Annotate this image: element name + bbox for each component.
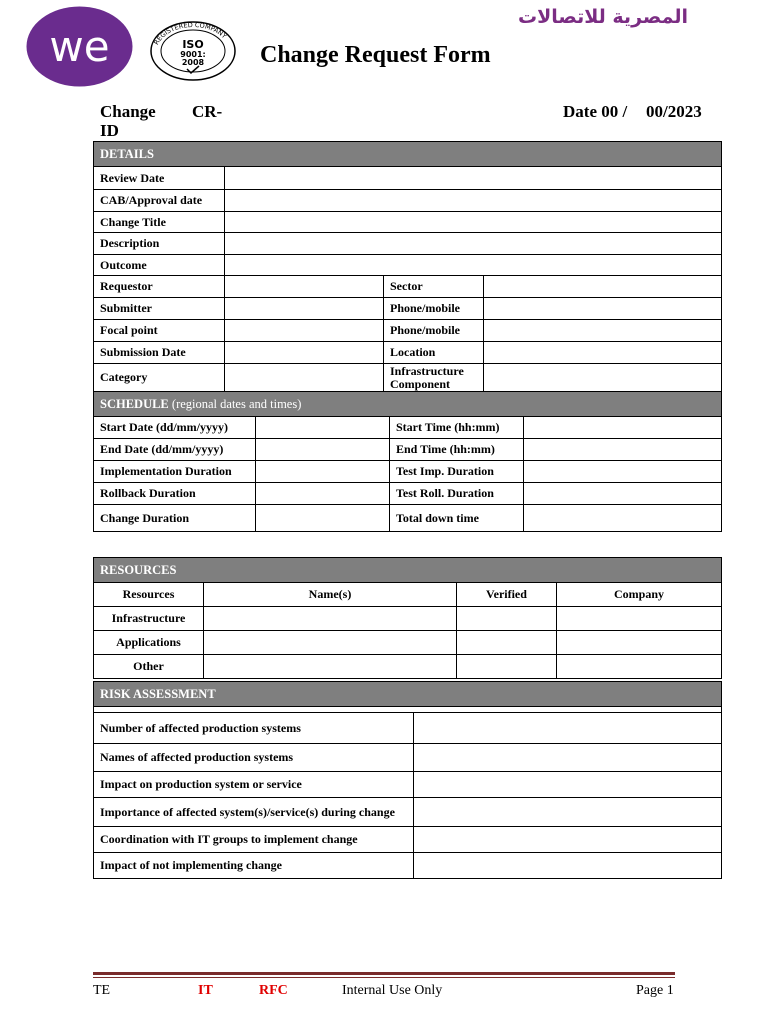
risk-field[interactable] (414, 772, 722, 798)
schedule-header-note: (regional dates and times) (168, 396, 302, 411)
outcome-field[interactable] (225, 255, 722, 276)
start-date-field[interactable] (256, 417, 390, 439)
risk-label: Names of affected production systems (94, 744, 414, 772)
detail-label: Phone/mobile (384, 320, 484, 342)
date-label: Date 00 / (563, 102, 628, 121)
resource-label: Infrastructure (94, 607, 204, 631)
risk-header: RISK ASSESSMENT (94, 682, 722, 707)
resources-header: RESOURCES (94, 558, 722, 583)
footer-it: IT (198, 983, 213, 998)
footer-rule-thin (93, 977, 675, 978)
sector-field[interactable] (484, 276, 722, 298)
schedule-label: Test Roll. Duration (390, 483, 524, 505)
iso-line1: ISO (182, 38, 204, 51)
schedule-table (93, 391, 722, 532)
start-time-field[interactable] (524, 417, 722, 439)
risk-field[interactable] (414, 713, 722, 744)
schedule-label: Total down time (390, 505, 524, 532)
resource-label: Other (94, 655, 204, 679)
footer-page-number: Page 1 (636, 983, 674, 998)
resource-label: Applications (94, 631, 204, 655)
column-header: Company (557, 583, 722, 607)
risk-label: Importance of affected system(s)/service(s) during change (94, 798, 414, 827)
detail-label: Category (94, 364, 225, 392)
footer-internal: Internal Use Only (342, 983, 443, 998)
detail-label: Location (384, 342, 484, 364)
iso-line2: 9001: (180, 50, 206, 59)
risk-label: Impact of not implementing change (94, 853, 414, 879)
details-table (93, 141, 722, 392)
schedule-label: Rollback Duration (94, 483, 256, 505)
column-header: Resources (94, 583, 204, 607)
rollback-duration-field[interactable] (256, 483, 390, 505)
other-verified-field[interactable] (457, 655, 557, 679)
risk-field[interactable] (414, 853, 722, 879)
schedule-label: End Time (hh:mm) (390, 439, 524, 461)
detail-label: Sector (384, 276, 484, 298)
iso-line3: 2008 (181, 58, 205, 67)
focal-point-field[interactable] (225, 320, 384, 342)
description-field[interactable] (225, 233, 722, 255)
details-header: DETAILS (94, 142, 722, 167)
applications-verified-field[interactable] (457, 631, 557, 655)
other-company-field[interactable] (557, 655, 722, 679)
detail-label: Infrastructure Component (384, 364, 484, 392)
change-title-field[interactable] (225, 212, 722, 233)
submission-date-field[interactable] (225, 342, 384, 364)
infrastructure-verified-field[interactable] (457, 607, 557, 631)
review-date-field[interactable] (225, 167, 722, 190)
phone-field[interactable] (484, 298, 722, 320)
category-field[interactable] (225, 364, 384, 392)
implementation-duration-field[interactable] (256, 461, 390, 483)
submitter-field[interactable] (225, 298, 384, 320)
infrastructure-company-field[interactable] (557, 607, 722, 631)
schedule-label: Test Imp. Duration (390, 461, 524, 483)
footer-te: TE (93, 983, 111, 998)
detail-label: Focal point (94, 320, 225, 342)
phone-field[interactable] (484, 320, 722, 342)
schedule-label: Change Duration (94, 505, 256, 532)
risk-label: Coordination with IT groups to implement change (94, 827, 414, 853)
other-names-field[interactable] (204, 655, 457, 679)
change-label: Change (100, 102, 156, 121)
date-value: 00/2023 (646, 102, 702, 121)
detail-label: Change Title (94, 212, 225, 233)
detail-label: Phone/mobile (384, 298, 484, 320)
iso-ring-text: REGISTERED COMPANY (152, 20, 229, 47)
footer-rule (93, 972, 675, 975)
column-header: Verified (457, 583, 557, 607)
detail-label: Requestor (94, 276, 225, 298)
infrastructure-names-field[interactable] (204, 607, 457, 631)
end-date-field[interactable] (256, 439, 390, 461)
risk-field[interactable] (414, 827, 722, 853)
schedule-label: Start Date (dd/mm/yyyy) (94, 417, 256, 439)
schedule-label: Implementation Duration (94, 461, 256, 483)
test-imp-duration-field[interactable] (524, 461, 722, 483)
footer-rfc: RFC (259, 983, 288, 998)
detail-label: Submission Date (94, 342, 225, 364)
risk-label: Number of affected production systems (94, 713, 414, 744)
schedule-header-bold: SCHEDULE (100, 396, 169, 411)
requestor-field[interactable] (225, 276, 384, 298)
schedule-header (94, 392, 722, 417)
detail-label: CAB/Approval date (94, 190, 225, 212)
page-title: Change Request Form (260, 42, 491, 68)
infrastructure-component-field[interactable] (484, 364, 722, 392)
arabic-logo: المصرية للاتصالات (518, 6, 688, 28)
we-logo-text: we (49, 22, 110, 71)
detail-label: Submitter (94, 298, 225, 320)
we-logo (26, 6, 133, 87)
risk-field[interactable] (414, 744, 722, 772)
applications-company-field[interactable] (557, 631, 722, 655)
detail-label: Outcome (94, 255, 225, 276)
schedule-label: End Date (dd/mm/yyyy) (94, 439, 256, 461)
detail-label: Review Date (94, 167, 225, 190)
applications-names-field[interactable] (204, 631, 457, 655)
total-down-time-field[interactable] (524, 505, 722, 532)
risk-table (93, 681, 722, 879)
end-time-field[interactable] (524, 439, 722, 461)
cr-label: CR- (192, 102, 223, 121)
change-duration-field[interactable] (256, 505, 390, 532)
risk-label: Impact on production system or service (94, 772, 414, 798)
iso-seal (148, 20, 238, 82)
cab-approval-date-field[interactable] (225, 190, 722, 212)
schedule-label: Start Time (hh:mm) (390, 417, 524, 439)
resources-table (93, 557, 722, 679)
column-header: Name(s) (204, 583, 457, 607)
detail-label: Description (94, 233, 225, 255)
risk-field[interactable] (414, 798, 722, 827)
id-label: ID (100, 121, 119, 140)
test-roll-duration-field[interactable] (524, 483, 722, 505)
location-field[interactable] (484, 342, 722, 364)
